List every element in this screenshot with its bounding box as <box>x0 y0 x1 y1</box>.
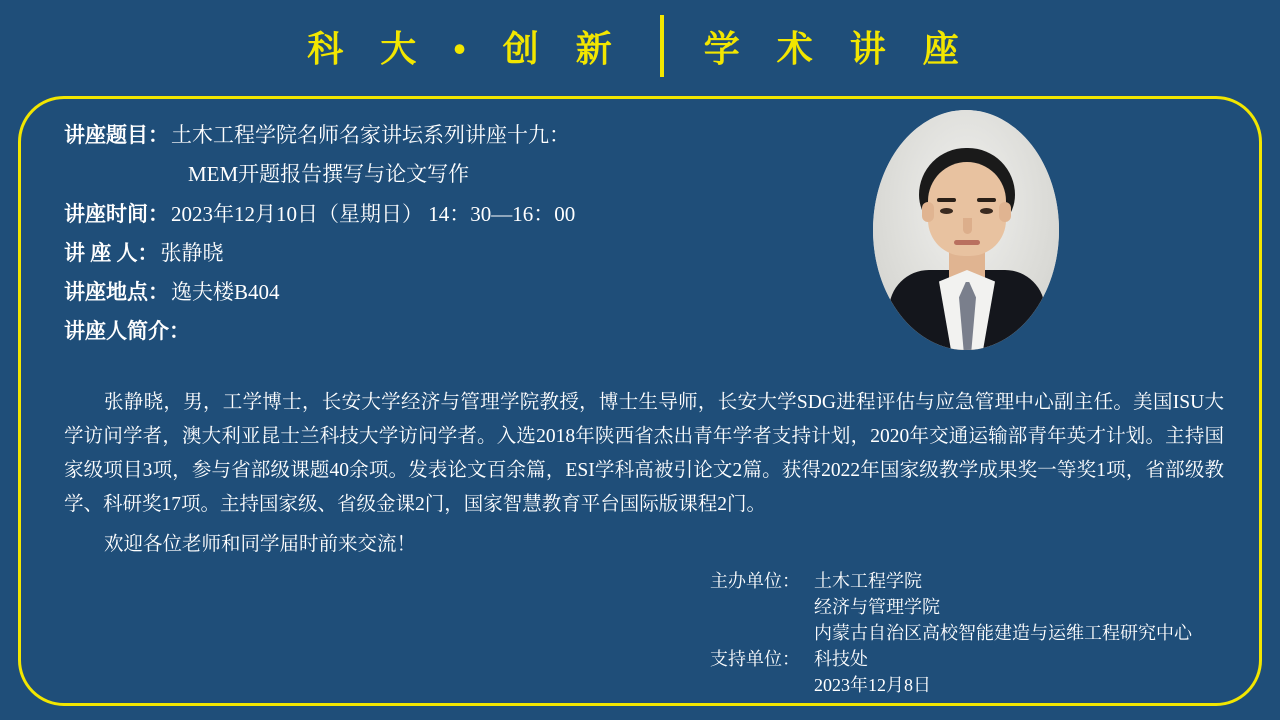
portrait-ear-right <box>999 202 1011 222</box>
bio-paragraph-1: 张静晓，男，工学博士，长安大学经济与管理学院教授，博士生导师，长安大学SDG进程评估与应急管理中心副主任。美国ISU大学访问学者，澳大利亚昆士兰科技大学访问学者。入选2018年陕西省杰出青年学者支持计划，2020年交通运输部青年英才计划。主持国家级项目3项，参与省部级课题40余项。发表论文百余篇，ESI学科高被引论文2篇。获得2022年国家级教学成果奖一等奖1项，省部级教学、科研奖17项。主持国家级、省级金课2门，国家智慧教育平台国际版课程2门。 <box>64 392 1224 515</box>
info-row-place <box>64 277 864 307</box>
info-row-time <box>64 199 864 229</box>
place-label: 讲座地点： <box>64 280 169 304</box>
host-value-3: 内蒙古自治区高校智能建造与运维工程研究中心 <box>814 623 1192 643</box>
time-value: 2023年12月10日（星期日） 14：30—16：00 <box>171 202 576 226</box>
title-value-line2: MEM开题报告撰写与论文写作 <box>188 162 470 186</box>
portrait-mouth <box>954 240 980 245</box>
info-row-bio-heading <box>64 316 864 346</box>
header-left-text: 科 大 • 创 新 <box>307 28 626 69</box>
host-row <box>700 568 1240 646</box>
support-row <box>700 646 1240 698</box>
info-row-speaker <box>64 238 864 268</box>
support-values <box>814 646 931 698</box>
portrait-eye-left <box>940 208 953 214</box>
bio-label: 讲座人简介： <box>64 319 190 343</box>
portrait-nose <box>963 218 972 234</box>
host-label: 主办单位： <box>710 571 800 591</box>
title-value: 土木工程学院名师名家讲坛系列讲座十九： <box>171 123 570 147</box>
portrait-brow-left <box>937 198 956 202</box>
poster-date: 2023年12月8日 <box>814 675 931 695</box>
speaker-label: 讲 座 人： <box>64 241 159 265</box>
speaker-portrait <box>873 110 1059 350</box>
portrait-ear-left <box>922 202 934 222</box>
portrait-brow-right <box>977 198 996 202</box>
portrait-eye-right <box>980 208 993 214</box>
host-value-1: 土木工程学院 <box>814 571 922 591</box>
host-value-2: 经济与管理学院 <box>814 597 940 617</box>
support-label: 支持单位： <box>710 649 800 669</box>
header-right-text: 学 术 讲 座 <box>703 28 973 69</box>
time-label: 讲座时间： <box>64 202 169 226</box>
support-value-1: 科技处 <box>814 649 868 669</box>
host-values <box>814 568 1192 646</box>
poster-header <box>0 0 1280 92</box>
title-label: 讲座题目： <box>64 123 169 147</box>
speaker-bio <box>64 386 1224 568</box>
bio-paragraph-2: 欢迎各位老师和同学届时前来交流！ <box>104 534 417 555</box>
place-value: 逸夫楼B404 <box>171 280 280 304</box>
speaker-value: 张静晓 <box>160 241 224 265</box>
info-row-title <box>64 120 864 150</box>
organizer-block <box>700 568 1240 698</box>
lecture-info-block <box>64 120 864 355</box>
